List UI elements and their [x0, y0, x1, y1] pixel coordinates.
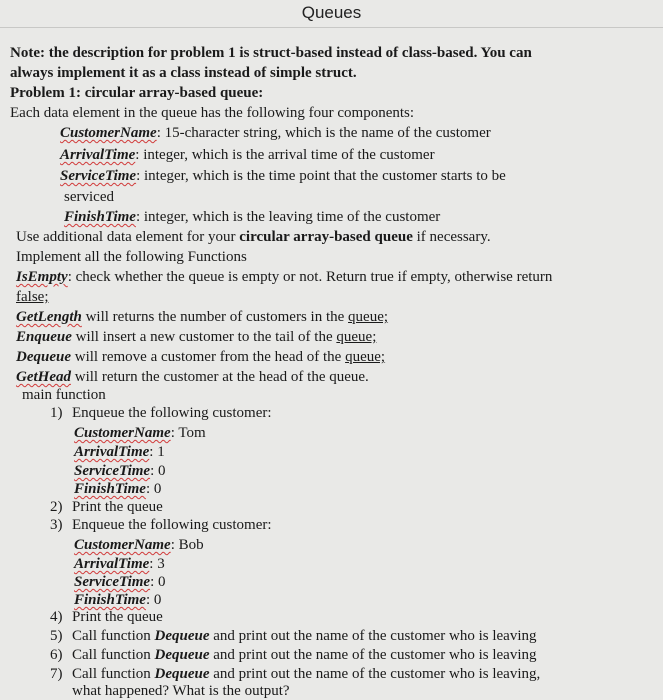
note-line-1: Note: the description for problem 1 is struct-based instead of class-based. You can: [10, 45, 532, 61]
additional-note: Use additional data element for your circular array-based queue if necessary.: [16, 229, 491, 245]
page-title: Queues: [301, 3, 362, 22]
step-3-customer-name: CustomerName: Bob: [74, 537, 204, 553]
step-6: 6) Call function Dequeue and print out the name of the customer who is leaving: [50, 647, 537, 663]
main-function-heading: main function: [22, 387, 106, 403]
step-1-customer-name: CustomerName: Tom: [74, 425, 206, 441]
function-enqueue: Enqueue will insert a new customer to the tail of the queue;: [16, 329, 377, 345]
problem-heading: Problem 1: circular array-based queue:: [10, 85, 264, 101]
function-isempty-cont: false;: [16, 289, 49, 305]
step-1-arrival-time: ArrivalTime: 1: [74, 444, 165, 460]
step-5: 5) Call function Dequeue and print out the name of the customer who is leaving: [50, 628, 537, 644]
step-1: 1) Enqueue the following customer:: [50, 405, 272, 421]
function-gethead: GetHead will return the customer at the head of the queue.: [16, 369, 369, 385]
component-service-time: ServiceTime: integer, which is the time point that the customer starts to be: [60, 168, 506, 184]
functions-heading: Implement all the following Functions: [16, 249, 247, 265]
problem-intro: Each data element in the queue has the following four components:: [10, 105, 415, 121]
title-divider: [0, 27, 663, 28]
step-3-service-time: ServiceTime: 0: [74, 574, 166, 590]
component-arrival-time: ArrivalTime: integer, which is the arrival time of the customer: [60, 147, 435, 163]
note-line-2: always implement it as a class instead of simple struct.: [10, 65, 357, 81]
step-3-finish-time: FinishTime: 0: [74, 592, 162, 608]
step-4: 4) Print the queue: [50, 609, 163, 625]
step-1-finish-time: FinishTime: 0: [74, 481, 162, 497]
step-2: 2) Print the queue: [50, 499, 163, 515]
step-7: 7) Call function Dequeue and print out the name of the customer who is leaving,: [50, 666, 541, 682]
component-finish-time: FinishTime: integer, which is the leaving time of the customer: [64, 209, 441, 225]
function-dequeue: Dequeue will remove a customer from the head of the queue;: [16, 349, 386, 365]
component-customer-name: CustomerName: 15-character string, which is the name of the customer: [60, 125, 491, 141]
step-7-cont: what happened? What is the output?: [72, 683, 290, 699]
function-getlength: GetLength will returns the number of customers in the queue;: [16, 309, 389, 325]
function-isempty: IsEmpty: check whether the queue is empty or not. Return true if empty, otherwise return: [16, 269, 553, 285]
step-3-arrival-time: ArrivalTime: 3: [74, 556, 165, 572]
step-3: 3) Enqueue the following customer:: [50, 517, 272, 533]
step-1-service-time: ServiceTime: 0: [74, 463, 166, 479]
component-service-time-cont: serviced: [64, 189, 114, 205]
